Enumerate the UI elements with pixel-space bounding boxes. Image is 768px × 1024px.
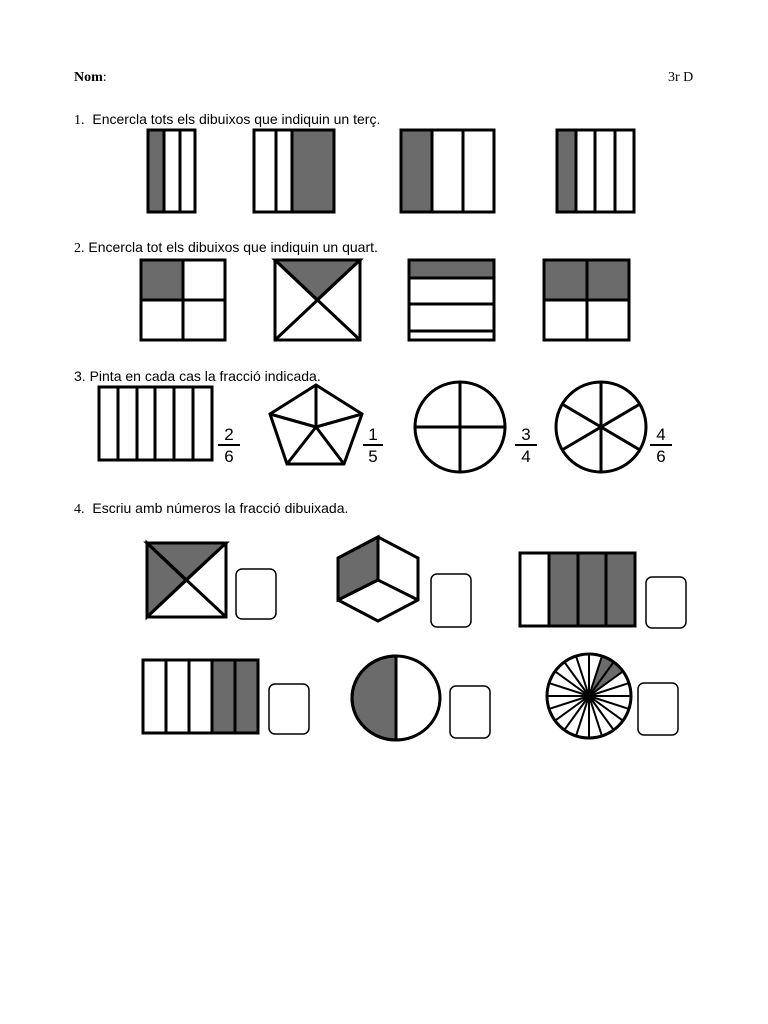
q4-rectangle-fifths bbox=[143, 660, 258, 733]
question-4-text: Escriu amb números la fracció dibuixada. bbox=[92, 500, 349, 516]
q4-hexagon-rhombi bbox=[338, 537, 418, 621]
sector-spoke bbox=[576, 696, 589, 736]
q1-figure-2[interactable] bbox=[254, 130, 334, 212]
q1-figure-4[interactable] bbox=[557, 130, 634, 212]
q3-circle-quarters[interactable] bbox=[415, 382, 505, 472]
q3-fraction-2-denominator: 5 bbox=[368, 447, 378, 466]
q4-answer-box-5[interactable] bbox=[450, 686, 490, 738]
q3-fraction-4-denominator: 6 bbox=[656, 447, 666, 466]
q3-circle-sixths[interactable] bbox=[556, 382, 646, 472]
name-label: Nom bbox=[74, 70, 103, 85]
q4-circle-halves bbox=[352, 656, 440, 740]
q3-fraction-1-numerator: 2 bbox=[224, 425, 234, 444]
q2-figure-2[interactable] bbox=[275, 260, 360, 340]
question-2-text: Encercla tot els dibuixos que indiquin un quart. bbox=[88, 239, 378, 255]
sector-spoke bbox=[589, 696, 623, 721]
q4-answer-box-6[interactable] bbox=[638, 683, 678, 735]
question-1-number: 1. bbox=[74, 113, 85, 128]
q2-figure-1[interactable] bbox=[141, 260, 225, 340]
q3-fraction-1-denominator: 6 bbox=[224, 447, 234, 466]
sector-spoke bbox=[576, 656, 589, 696]
q2-figure-3[interactable] bbox=[409, 260, 494, 340]
q1-figure-3[interactable] bbox=[401, 130, 494, 212]
question-4 bbox=[74, 500, 348, 518]
question-2-number: 2. bbox=[74, 241, 85, 256]
name-colon: : bbox=[102, 70, 107, 85]
q3-rectangle-sixths[interactable] bbox=[99, 387, 212, 460]
question-1-text: Encercla tots els dibuixos que indiquin un terç. bbox=[92, 111, 381, 127]
question-3-text: 3. Pinta en cada cas la fracció indicada. bbox=[74, 368, 321, 384]
q3-fraction-2-numerator: 1 bbox=[368, 425, 378, 444]
sector-spoke bbox=[589, 696, 602, 736]
q4-rectangle-quarters bbox=[520, 553, 635, 626]
q4-answer-box-3[interactable] bbox=[646, 577, 686, 628]
q4-square-triangles bbox=[147, 543, 226, 617]
sector-spoke bbox=[549, 696, 589, 709]
q3-fraction-4-numerator: 4 bbox=[656, 425, 666, 444]
q3-fraction-3-denominator: 4 bbox=[521, 447, 531, 466]
q4-answer-box-1[interactable] bbox=[236, 569, 276, 619]
sector-spoke bbox=[555, 696, 589, 721]
sector-spoke bbox=[549, 683, 589, 696]
q4-answer-box-2[interactable] bbox=[431, 574, 471, 627]
question-2 bbox=[74, 239, 378, 257]
sector-spoke bbox=[564, 662, 589, 696]
sector-spoke bbox=[589, 696, 629, 709]
sector-spoke bbox=[589, 696, 614, 730]
class-label: 3r D bbox=[668, 70, 694, 85]
q1-figure-1[interactable] bbox=[148, 130, 195, 212]
sector-spoke bbox=[564, 696, 589, 730]
question-4-number: 4. bbox=[74, 502, 85, 517]
sector-spoke bbox=[555, 671, 589, 696]
q3-pentagon-fifths[interactable] bbox=[270, 385, 362, 464]
q4-answer-box-4[interactable] bbox=[269, 684, 309, 734]
q3-fraction-3-numerator: 3 bbox=[521, 425, 531, 444]
q4-circle-many-sectors bbox=[547, 654, 631, 738]
q2-figure-4[interactable] bbox=[544, 260, 629, 340]
